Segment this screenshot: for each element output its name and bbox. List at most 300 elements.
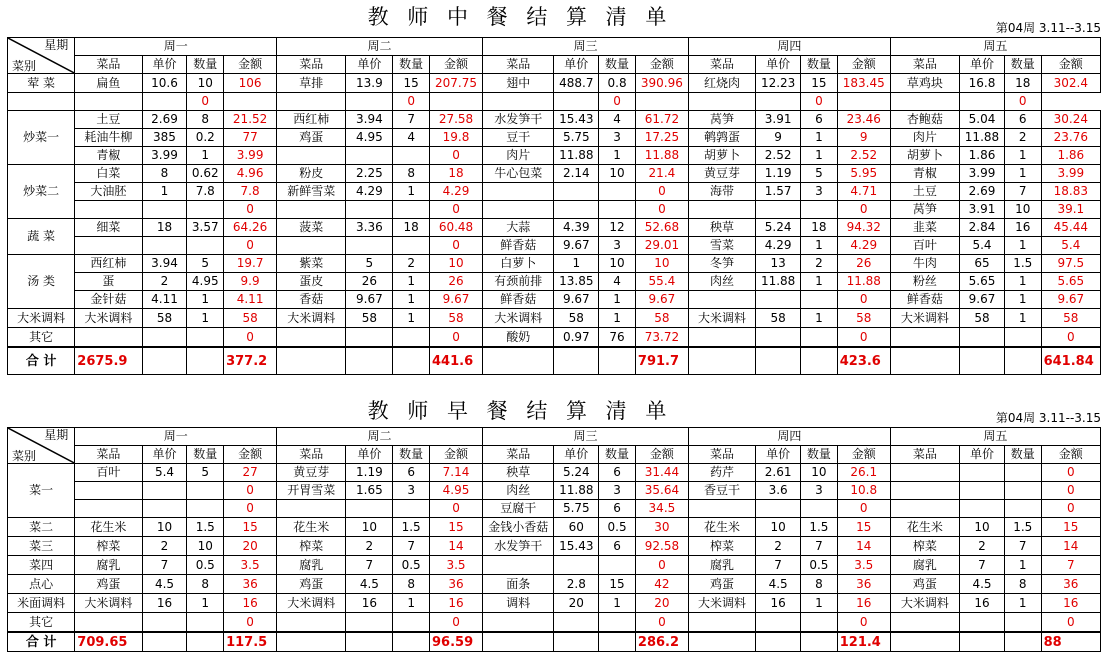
table-row — [8, 255, 1101, 273]
quantity-cell: 0.5 — [187, 556, 224, 575]
dish-name-cell — [224, 93, 277, 111]
dish-name-cell: 大米调料 — [688, 594, 755, 613]
quantity-cell: 3 — [393, 482, 430, 500]
quantity-cell — [1004, 482, 1041, 500]
dish-name-cell — [277, 201, 346, 219]
corner-day-label: 星期 — [44, 38, 69, 52]
quantity-cell: 18 — [393, 219, 430, 237]
table-row — [8, 556, 1101, 575]
amount-cell: 1.86 — [1041, 147, 1100, 165]
day-header: 周二 — [277, 38, 483, 56]
dish-name-cell: 水发笋干 — [483, 111, 554, 129]
dish-name-cell: 榨菜 — [75, 537, 142, 556]
unit-price-cell — [554, 613, 599, 633]
amount-cell: 390.96 — [635, 74, 688, 93]
amount-cell: 0 — [224, 201, 277, 219]
unit-price-cell — [346, 500, 393, 518]
amount-cell: 0 — [1041, 328, 1100, 348]
dish-name-cell: 青椒 — [890, 165, 959, 183]
amount-cell: 35.64 — [635, 482, 688, 500]
column-header: 单价 — [960, 56, 1005, 74]
amount-cell: 5.4 — [1041, 237, 1100, 255]
quantity-cell — [187, 482, 224, 500]
day-total-value: 286.2 — [635, 632, 688, 652]
category-cell: 荤 菜 — [8, 74, 75, 93]
day-total-value: 423.6 — [837, 347, 890, 375]
amount-cell: 16 — [430, 594, 483, 613]
dish-name-cell — [277, 147, 346, 165]
dish-name-cell: 韭菜 — [890, 219, 959, 237]
amount-cell: 0 — [837, 500, 890, 518]
unit-price-cell: 9.67 — [960, 291, 1005, 309]
amount-cell: 30 — [635, 518, 688, 537]
unit-price-cell — [142, 500, 187, 518]
amount-cell: 0 — [430, 500, 483, 518]
column-header: 数量 — [599, 56, 636, 74]
quantity-cell — [346, 93, 393, 111]
dish-name-cell: 大米调料 — [75, 594, 142, 613]
category-cell: 菜三 — [8, 537, 75, 556]
category-cell: 炒菜一 — [8, 111, 75, 165]
unit-price-cell: 2.69 — [142, 111, 187, 129]
empty-cell — [554, 632, 599, 652]
unit-price-cell: 2 — [960, 537, 1005, 556]
column-header: 数量 — [1004, 446, 1041, 464]
quantity-cell — [801, 201, 838, 219]
category-cell: 菜二 — [8, 518, 75, 537]
unit-price-cell: 11.88 — [554, 482, 599, 500]
dish-name-cell: 大油胚 — [75, 183, 142, 201]
unit-price-cell: 5.4 — [142, 464, 187, 482]
unit-price-cell: 1.19 — [346, 464, 393, 482]
category-cell: 菜四 — [8, 556, 75, 575]
amount-cell: 4.95 — [430, 482, 483, 500]
dish-name-cell: 白萝卜 — [483, 255, 554, 273]
dish-name-cell: 腐乳 — [688, 556, 755, 575]
column-header: 金额 — [224, 446, 277, 464]
quantity-cell: 10 — [187, 74, 224, 93]
unit-price-cell — [142, 613, 187, 633]
quantity-cell — [393, 500, 430, 518]
dish-name-cell: 面条 — [483, 575, 554, 594]
quantity-cell — [599, 613, 636, 633]
table-row — [8, 201, 1101, 219]
quantity-cell — [960, 93, 1005, 111]
amount-cell: 4.29 — [837, 237, 890, 255]
empty-cell — [393, 347, 430, 375]
dish-name-cell: 红烧肉 — [688, 74, 755, 93]
quantity-cell: 1 — [599, 291, 636, 309]
unit-price-cell — [960, 482, 1005, 500]
unit-price-cell: 7 — [142, 556, 187, 575]
empty-cell — [960, 347, 1005, 375]
dish-name-cell: 鲜香菇 — [890, 291, 959, 309]
dish-name-cell: 腐乳 — [75, 556, 142, 575]
amount-cell: 0 — [1041, 482, 1100, 500]
amount-cell: 9.67 — [1041, 291, 1100, 309]
category-cell: 菜一 — [8, 464, 75, 518]
unit-price-cell: 9.67 — [554, 237, 599, 255]
amount-cell: 39.1 — [1041, 201, 1100, 219]
quantity-cell: 15 — [393, 74, 430, 93]
unit-price-cell — [554, 201, 599, 219]
category-cell: 蔬 菜 — [8, 219, 75, 255]
unit-price-cell: 65 — [960, 255, 1005, 273]
dish-name-cell: 白菜 — [75, 165, 142, 183]
quantity-cell: 5 — [187, 464, 224, 482]
quantity-cell: 8 — [801, 575, 838, 594]
column-header: 金额 — [1041, 56, 1100, 74]
unit-price-cell — [346, 237, 393, 255]
dish-name-cell: 腐乳 — [277, 556, 346, 575]
amount-cell: 7.8 — [224, 183, 277, 201]
corner-header-cell — [8, 428, 75, 464]
quantity-cell: 1 — [801, 147, 838, 165]
column-header: 数量 — [393, 56, 430, 74]
quantity-cell — [801, 328, 838, 348]
total-label: 合 计 — [8, 347, 75, 375]
empty-cell — [756, 347, 801, 375]
amount-cell: 2.52 — [837, 147, 890, 165]
unit-price-cell: 4.39 — [554, 219, 599, 237]
unit-price-cell — [554, 556, 599, 575]
dish-name-cell: 耗油牛柳 — [75, 129, 142, 147]
amount-cell: 17.25 — [635, 129, 688, 147]
quantity-cell: 10 — [599, 255, 636, 273]
quantity-cell: 1 — [393, 291, 430, 309]
amount-cell: 0 — [837, 201, 890, 219]
dish-name-cell — [890, 464, 959, 482]
quantity-cell: 1 — [187, 291, 224, 309]
amount-cell: 94.32 — [837, 219, 890, 237]
dish-name-cell: 莴笋 — [890, 201, 959, 219]
quantity-cell: 7.8 — [187, 183, 224, 201]
dish-name-cell: 花生米 — [277, 518, 346, 537]
amount-cell: 4.96 — [224, 165, 277, 183]
quantity-cell — [393, 201, 430, 219]
amount-cell: 58 — [837, 309, 890, 328]
unit-price-cell — [142, 237, 187, 255]
amount-cell: 3.99 — [1041, 165, 1100, 183]
unit-price-cell: 5 — [346, 255, 393, 273]
dish-name-cell: 花生米 — [75, 518, 142, 537]
unit-price-cell: 16 — [960, 594, 1005, 613]
quantity-cell: 8 — [187, 575, 224, 594]
empty-cell — [142, 632, 187, 652]
amount-cell: 36 — [837, 575, 890, 594]
unit-price-cell: 2.69 — [960, 183, 1005, 201]
unit-price-cell: 385 — [142, 129, 187, 147]
day-header: 周五 — [890, 38, 1100, 56]
amount-cell: 52.68 — [635, 219, 688, 237]
amount-cell: 15 — [430, 518, 483, 537]
dish-name-cell — [277, 500, 346, 518]
table-row — [8, 613, 1101, 633]
unit-price-cell: 15.43 — [554, 537, 599, 556]
column-header: 单价 — [142, 446, 187, 464]
empty-cell — [483, 347, 554, 375]
empty-cell — [688, 632, 755, 652]
unit-price-cell: 11.88 — [756, 273, 801, 291]
quantity-cell: 0.5 — [393, 556, 430, 575]
dish-name-cell: 莴笋 — [688, 111, 755, 129]
quantity-cell: 1 — [1004, 556, 1041, 575]
unit-price-cell — [688, 93, 755, 111]
unit-price-cell: 9.67 — [554, 291, 599, 309]
amount-cell: 5.65 — [1041, 273, 1100, 291]
quantity-cell: 1 — [187, 594, 224, 613]
unit-price-cell: 2 — [142, 273, 187, 291]
quantity-cell: 2 — [393, 255, 430, 273]
column-header: 金额 — [635, 56, 688, 74]
unit-price-cell: 58 — [756, 309, 801, 328]
quantity-cell — [187, 328, 224, 348]
lunch-week: 第04周 3.11--3.15 — [995, 21, 1101, 35]
day-total-value: 641.84 — [1041, 347, 1100, 375]
dish-name-cell: 花生米 — [688, 518, 755, 537]
amount-cell: 15 — [1041, 518, 1100, 537]
dish-name-cell: 花生米 — [890, 518, 959, 537]
dish-name-cell: 黄豆芽 — [688, 165, 755, 183]
unit-price-cell: 16 — [346, 594, 393, 613]
amount-cell: 106 — [224, 74, 277, 93]
column-header: 单价 — [960, 446, 1005, 464]
unit-price-cell — [960, 328, 1005, 348]
table-row — [8, 482, 1101, 500]
quantity-cell: 1 — [1004, 237, 1041, 255]
quantity-cell — [187, 613, 224, 633]
dish-name-cell: 青椒 — [75, 147, 142, 165]
quantity-cell: 76 — [599, 328, 636, 348]
amount-cell: 10 — [635, 255, 688, 273]
dish-name-cell: 黄豆芽 — [277, 464, 346, 482]
dish-name-cell: 鸡蛋 — [277, 129, 346, 147]
empty-cell — [277, 347, 346, 375]
quantity-cell — [599, 556, 636, 575]
amount-cell: 14 — [1041, 537, 1100, 556]
dish-name-cell: 鸡蛋 — [75, 575, 142, 594]
dish-name-cell: 鸡蛋 — [688, 575, 755, 594]
category-cell: 炒菜二 — [8, 165, 75, 219]
day-total-value: 377.2 — [224, 347, 277, 375]
column-header: 单价 — [346, 56, 393, 74]
unit-price-cell — [960, 464, 1005, 482]
dish-name-cell — [75, 500, 142, 518]
amount-cell: 55.4 — [635, 273, 688, 291]
unit-price-cell: 60 — [554, 518, 599, 537]
unit-price-cell: 5.75 — [554, 129, 599, 147]
quantity-cell: 6 — [1004, 111, 1041, 129]
dish-name-cell: 扁鱼 — [75, 74, 142, 93]
dish-name-cell: 胡萝卜 — [688, 147, 755, 165]
table-row — [8, 464, 1101, 482]
dish-name-cell — [483, 183, 554, 201]
dish-name-cell: 有颈前排 — [483, 273, 554, 291]
day-header: 周一 — [75, 38, 277, 56]
quantity-cell: 6 — [393, 464, 430, 482]
empty-cell — [554, 347, 599, 375]
table-row — [8, 273, 1101, 291]
table-row — [8, 309, 1101, 328]
quantity-cell: 6 — [599, 500, 636, 518]
dish-name-cell: 紫菜 — [277, 255, 346, 273]
dish-name-cell: 香豆干 — [688, 482, 755, 500]
quantity-cell — [599, 201, 636, 219]
amount-cell: 64.26 — [224, 219, 277, 237]
amount-cell: 27 — [224, 464, 277, 482]
column-header: 菜品 — [277, 446, 346, 464]
column-header: 数量 — [801, 446, 838, 464]
unit-price-cell: 4.5 — [142, 575, 187, 594]
unit-price-cell — [756, 613, 801, 633]
quantity-cell: 1 — [599, 594, 636, 613]
amount-cell: 5.95 — [837, 165, 890, 183]
amount-cell: 0 — [430, 147, 483, 165]
dish-name-cell: 大米调料 — [483, 309, 554, 328]
dish-name-cell: 鸡蛋 — [277, 575, 346, 594]
amount-cell: 0 — [599, 93, 636, 111]
unit-price-cell: 2.25 — [346, 165, 393, 183]
quantity-cell: 1 — [801, 309, 838, 328]
unit-price-cell: 1.65 — [346, 482, 393, 500]
quantity-cell: 1 — [1004, 147, 1041, 165]
quantity-cell: 4.95 — [187, 273, 224, 291]
amount-cell: 0 — [224, 482, 277, 500]
dish-name-cell: 水发笋干 — [483, 537, 554, 556]
quantity-cell: 1 — [393, 183, 430, 201]
unit-price-cell: 7 — [960, 556, 1005, 575]
dish-name-cell: 蛋皮 — [277, 273, 346, 291]
quantity-cell: 5 — [801, 165, 838, 183]
amount-cell: 10 — [430, 255, 483, 273]
amount-cell: 3.99 — [224, 147, 277, 165]
dish-name-cell — [75, 613, 142, 633]
unit-price-cell: 9 — [756, 129, 801, 147]
unit-price-cell: 1 — [142, 183, 187, 201]
category-cell: 点心 — [8, 575, 75, 594]
dish-name-cell: 鸡蛋 — [890, 575, 959, 594]
amount-cell: 9 — [837, 129, 890, 147]
unit-price-cell: 16 — [756, 594, 801, 613]
quantity-cell — [187, 237, 224, 255]
quantity-cell — [756, 93, 801, 111]
dish-name-cell: 肉丝 — [688, 273, 755, 291]
quantity-cell: 1 — [801, 273, 838, 291]
column-header: 数量 — [801, 56, 838, 74]
amount-cell: 11.88 — [837, 273, 890, 291]
empty-cell — [890, 632, 959, 652]
dish-name-cell: 杏鲍菇 — [890, 111, 959, 129]
unit-price-cell: 5.4 — [960, 237, 1005, 255]
quantity-cell: 2 — [801, 255, 838, 273]
quantity-cell: 4 — [393, 129, 430, 147]
unit-price-cell — [554, 183, 599, 201]
dish-name-cell: 秧草 — [688, 219, 755, 237]
empty-cell — [801, 347, 838, 375]
unit-price-cell: 5.04 — [960, 111, 1005, 129]
amount-cell: 0 — [635, 183, 688, 201]
table-row — [8, 594, 1101, 613]
quantity-cell: 6 — [801, 111, 838, 129]
unit-price-cell: 5.24 — [554, 464, 599, 482]
unit-price-cell: 15.43 — [554, 111, 599, 129]
amount-cell: 58 — [635, 309, 688, 328]
amount-cell: 4.71 — [837, 183, 890, 201]
table-row — [8, 237, 1101, 255]
unit-price-cell: 5.65 — [960, 273, 1005, 291]
table-row — [8, 111, 1101, 129]
unit-price-cell: 1.19 — [756, 165, 801, 183]
empty-cell — [187, 347, 224, 375]
breakfast-settlement-table — [7, 427, 1101, 652]
quantity-cell: 8 — [187, 111, 224, 129]
amount-cell: 0 — [224, 237, 277, 255]
quantity-cell — [599, 183, 636, 201]
unit-price-cell: 5.75 — [554, 500, 599, 518]
amount-cell: 77 — [224, 129, 277, 147]
grand-total-value: 2675.9 — [75, 347, 142, 375]
dish-name-cell: 细菜 — [75, 219, 142, 237]
dish-name-cell: 酸奶 — [483, 328, 554, 348]
unit-price-cell: 2 — [142, 537, 187, 556]
total-label: 合 计 — [8, 632, 75, 652]
unit-price-cell: 7 — [346, 556, 393, 575]
unit-price-cell — [142, 328, 187, 348]
column-header: 数量 — [187, 446, 224, 464]
unit-price-cell: 2.84 — [960, 219, 1005, 237]
amount-cell: 0 — [1041, 464, 1100, 482]
dish-name-cell: 金钱小香菇 — [483, 518, 554, 537]
dish-name-cell — [483, 201, 554, 219]
column-header: 单价 — [346, 446, 393, 464]
dish-name-cell — [635, 93, 688, 111]
amount-cell: 34.5 — [635, 500, 688, 518]
amount-cell: 0 — [430, 201, 483, 219]
column-header: 金额 — [837, 56, 890, 74]
quantity-cell: 1 — [599, 147, 636, 165]
amount-cell: 11.88 — [635, 147, 688, 165]
unit-price-cell: 58 — [142, 309, 187, 328]
amount-cell: 7 — [1041, 556, 1100, 575]
quantity-cell: 1 — [187, 147, 224, 165]
amount-cell: 19.8 — [430, 129, 483, 147]
dish-name-cell: 粉丝 — [890, 273, 959, 291]
dish-name-cell: 大米调料 — [277, 309, 346, 328]
unit-price-cell — [756, 201, 801, 219]
column-header: 菜品 — [277, 56, 346, 74]
amount-cell: 73.72 — [635, 328, 688, 348]
dish-name-cell — [688, 201, 755, 219]
amount-cell: 26.1 — [837, 464, 890, 482]
amount-cell: 58 — [224, 309, 277, 328]
quantity-cell — [187, 500, 224, 518]
column-header: 单价 — [554, 56, 599, 74]
quantity-cell: 1 — [801, 237, 838, 255]
day-total-value: 96.59 — [430, 632, 483, 652]
unit-price-cell — [756, 291, 801, 309]
empty-cell — [599, 347, 636, 375]
unit-price-cell: 2.14 — [554, 165, 599, 183]
unit-price-cell — [346, 201, 393, 219]
unit-price-cell: 1.57 — [756, 183, 801, 201]
column-header: 菜品 — [75, 446, 142, 464]
day-total-value: 441.6 — [430, 347, 483, 375]
unit-price-cell: 8 — [142, 165, 187, 183]
dish-name-cell: 百叶 — [890, 237, 959, 255]
amount-cell: 20 — [224, 537, 277, 556]
quantity-cell: 3 — [801, 183, 838, 201]
column-header: 金额 — [635, 446, 688, 464]
